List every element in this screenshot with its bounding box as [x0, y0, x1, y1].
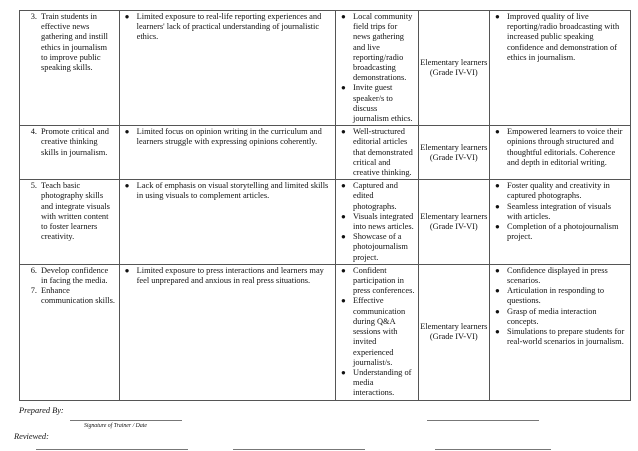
reviewed-label: Reviewed:	[14, 432, 49, 441]
activity-item	[339, 83, 415, 124]
activity-text: Invite guest speaker/s to discuss journalism ethics.	[353, 83, 413, 124]
objective-cell	[20, 126, 120, 180]
outcome-item	[493, 12, 627, 63]
gap-text: Limited exposure to press interactions and learners may feel unprepared and anxious in real press situations.	[136, 265, 324, 286]
bullet-icon: ●	[341, 181, 346, 191]
objective-item	[23, 127, 116, 158]
objective-item	[23, 286, 116, 306]
bullet-icon: ●	[495, 265, 500, 275]
bullet-icon: ●	[341, 232, 346, 242]
bullet-icon: ●	[124, 181, 130, 191]
bullet-icon: ●	[341, 127, 346, 137]
activities-cell	[336, 126, 419, 180]
signature-line-right	[427, 420, 539, 421]
outcome-text: Articulation in responding to questions.	[507, 286, 605, 306]
participants-cell: Elementary learners (Grade IV-VI)	[418, 126, 489, 180]
outcome-item	[493, 181, 627, 201]
outcome-text: Grasp of media interaction concepts.	[507, 306, 597, 326]
gap-text: Limited exposure to real-life reporting experiences and learners' lack of practical understanding of journalistic ethics.	[136, 12, 322, 42]
outcome-item	[493, 202, 627, 222]
bullet-icon: ●	[495, 181, 500, 191]
activity-text: Visuals integrated into news articles.	[353, 211, 414, 232]
objective-number: 5.	[30, 181, 37, 191]
activity-text: Well-structured editorial articles that demonstrated critical and creative thinking.	[353, 127, 413, 178]
activity-item	[339, 232, 415, 263]
objective-text: Enhance communication skills.	[41, 286, 115, 306]
outcome-item	[493, 307, 627, 327]
objective-cell	[20, 180, 120, 265]
gap-text: Limited focus on opinion writing in the curriculum and learners struggle with expressing opinions coherently.	[136, 127, 322, 147]
bullet-icon: ●	[495, 306, 500, 316]
activity-item	[339, 266, 415, 297]
objective-text: Develop confidence in facing the media.	[41, 265, 109, 286]
activity-item	[339, 127, 415, 178]
bullet-icon: ●	[495, 12, 500, 21]
activity-item	[339, 296, 415, 367]
activity-text: Understanding of media interactions.	[353, 367, 412, 398]
bullet-icon: ●	[495, 327, 500, 337]
outcome-text: Simulations to prepare students for real-world scenarios in journalism.	[507, 327, 625, 347]
objective-item	[23, 12, 116, 73]
objective-cell	[20, 264, 120, 400]
outcome-text: Improved quality of live reporting/radio broadcasting with increased public speaking confidence and demonstration of ethics in journalism.	[507, 12, 620, 62]
table-row	[20, 11, 631, 126]
prepared-by-label: Prepared By:	[19, 406, 64, 415]
bullet-icon: ●	[495, 222, 500, 232]
bullet-icon: ●	[124, 12, 130, 21]
gap-cell	[119, 180, 335, 265]
bullet-icon: ●	[495, 127, 500, 137]
activities-cell	[336, 264, 419, 400]
gap-cell	[119, 126, 335, 180]
activity-item	[339, 181, 415, 212]
gap-item	[123, 127, 332, 147]
objective-number: 6.	[30, 265, 37, 275]
table-row	[20, 126, 631, 180]
bullet-icon: ●	[341, 211, 346, 221]
participants-cell: Elementary learners (Grade IV-VI)	[418, 264, 489, 400]
activity-text: Confident participation in press conferences.	[353, 265, 415, 296]
outcome-text: Empowered learners to voice their opinions through structured and thoughtful editorials. Coherence and depth in editorial writing.	[507, 127, 623, 167]
bullet-icon: ●	[341, 83, 346, 93]
bullet-icon: ●	[124, 265, 130, 275]
table-row	[20, 180, 631, 265]
outcomes-cell	[490, 126, 631, 180]
outcome-item	[493, 266, 627, 286]
bullet-icon: ●	[124, 127, 130, 137]
gap-text: Lack of emphasis on visual storytelling and limited skills in using visuals to complement articles.	[136, 181, 329, 201]
reviewer-line-1	[36, 449, 188, 450]
gap-item	[123, 181, 332, 201]
gap-cell	[119, 11, 335, 126]
bullet-icon: ●	[341, 12, 346, 21]
outcome-item	[493, 327, 627, 347]
signature-caption: Signature of Trainer / Date	[84, 423, 147, 429]
outcome-item	[493, 222, 627, 242]
bullet-icon: ●	[341, 367, 346, 377]
outcomes-cell	[490, 264, 631, 400]
activity-text: Local community field trips for news gathering and live reporting/radio broadcasting demonstrations.	[353, 12, 413, 83]
activity-item	[339, 212, 415, 232]
objective-cell	[20, 11, 120, 126]
table-row	[20, 264, 631, 400]
bullet-icon: ●	[341, 296, 346, 306]
activity-text: Showcase of a photojournalism project.	[353, 232, 408, 262]
objective-text: Promote critical and creative thinking skills in journalism.	[41, 127, 109, 157]
trainer-signature-line	[70, 420, 182, 421]
objective-text: Teach basic photography skills and integrate visuals with written content to foster learners creativity.	[41, 181, 110, 242]
bullet-icon: ●	[495, 286, 500, 296]
activity-item	[339, 368, 415, 399]
gap-item	[123, 266, 332, 286]
bullet-icon: ●	[495, 201, 500, 211]
outcome-item	[493, 286, 627, 306]
objective-number: 4.	[30, 127, 37, 137]
objective-number: 3.	[30, 12, 37, 21]
outcome-text: Completion of a photojournalism project.	[507, 222, 619, 242]
gap-cell	[119, 264, 335, 400]
activities-cell	[336, 11, 419, 126]
objective-number: 7.	[30, 286, 37, 296]
outcome-text: Foster quality and creativity in captured photographs.	[507, 181, 610, 201]
objective-item	[23, 181, 116, 242]
participants-cell: Elementary learners (Grade IV-VI)	[418, 11, 489, 126]
outcome-text: Seamless integration of visuals with articles.	[507, 201, 612, 221]
activities-cell	[336, 180, 419, 265]
outcome-item	[493, 127, 627, 168]
reviewer-line-2	[233, 449, 365, 450]
activity-text: Effective communication during Q&A sessions with invited experienced journalist/s.	[353, 296, 406, 367]
outcomes-cell	[490, 11, 631, 126]
reviewer-line-3	[435, 449, 551, 450]
outcomes-cell	[490, 180, 631, 265]
gap-item	[123, 12, 332, 43]
activity-item	[339, 12, 415, 83]
objective-text: Train students in effective news gathering and instill ethics in journalism to improve public speaking skills.	[41, 12, 108, 73]
outcome-text: Confidence displayed in press scenarios.	[507, 265, 608, 286]
bullet-icon: ●	[341, 265, 346, 275]
participants-cell: Elementary learners (Grade IV-VI)	[418, 180, 489, 265]
training-plan-table	[19, 10, 631, 401]
activity-text: Captured and edited photographs.	[353, 181, 398, 211]
objective-item	[23, 266, 116, 286]
